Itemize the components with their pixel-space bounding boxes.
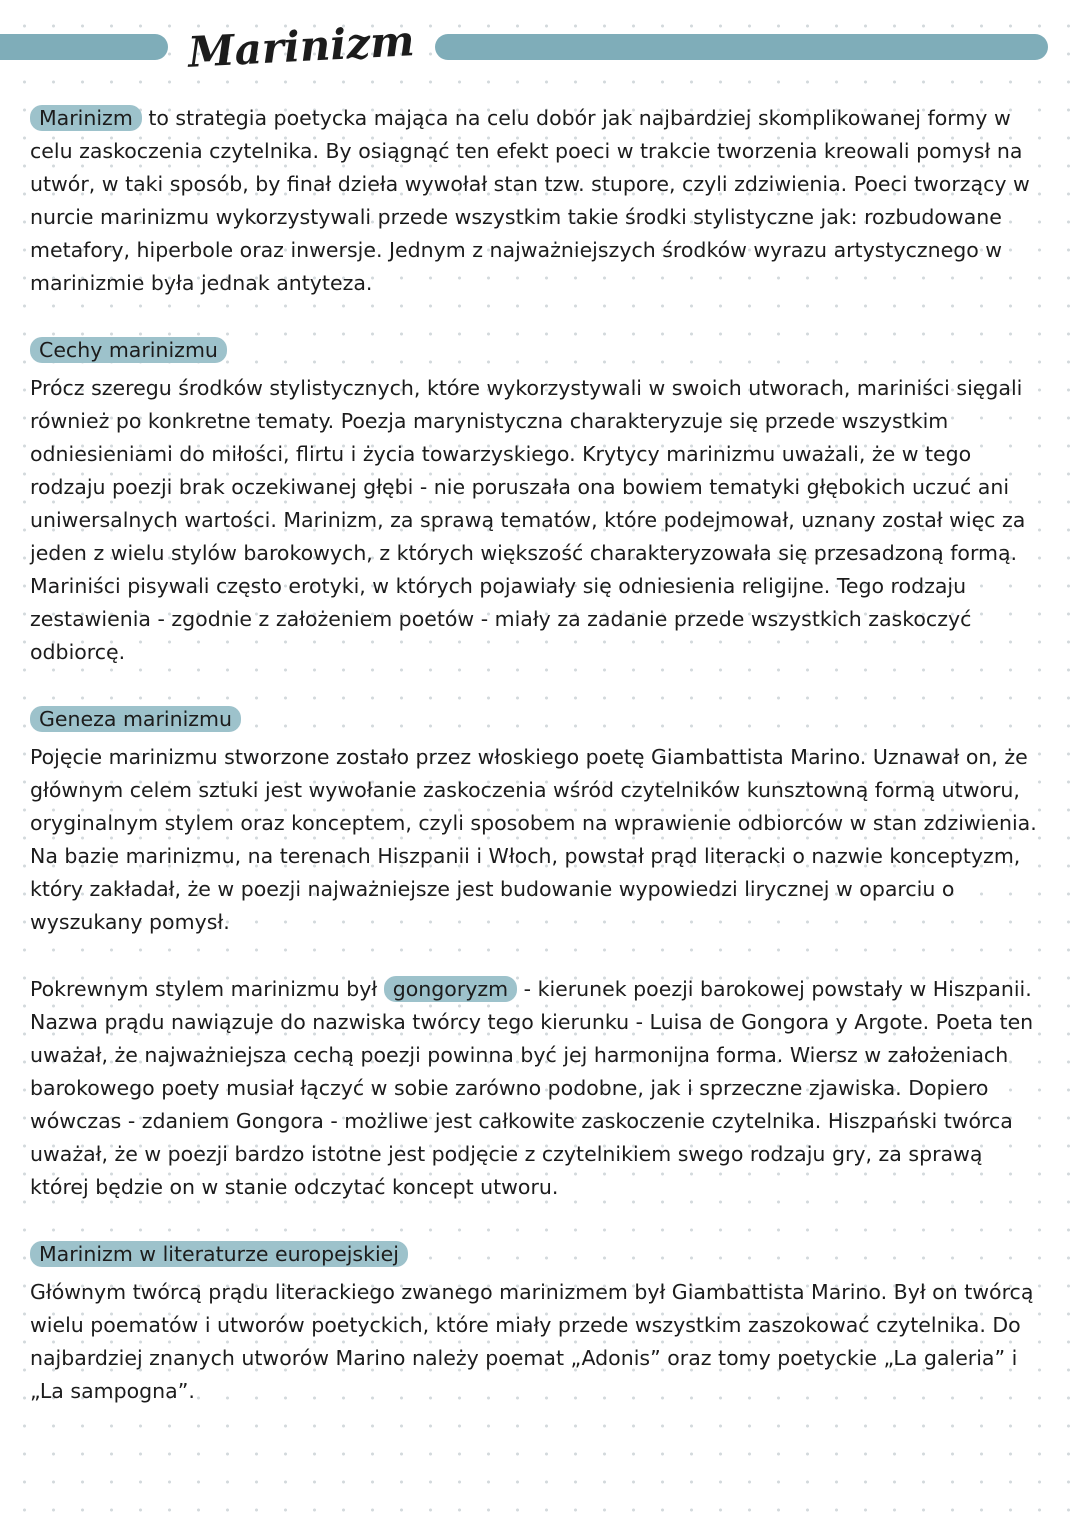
section-heading-row bbox=[30, 703, 1042, 736]
page-title: Marinizm bbox=[186, 16, 416, 77]
note-section bbox=[30, 973, 1042, 1204]
paragraph-text: Pojęcie marinizmu stworzone zostało przez włoskiego poetę Giambattista Marino. Uznawał on, że głównym celem sztuki jest wywołanie zaskoczenia wśród czytelników kunsztowną formą utworu, oryginalnym stylem oraz konceptem, czyli sposobem na wprawienie odbiorców w stan zdziwienia. Na bazie marinizmu, na terenach Hiszpanii i Włoch, powstał prąd literacki o nazwie konceptyzm, który zakładał, że w poezji najważniejsze jest budowanie wypowiedzi lirycznej w oparciu o wyszukany pomysł. bbox=[30, 745, 1037, 934]
note-section bbox=[30, 703, 1042, 939]
note-section bbox=[30, 334, 1042, 669]
note-section bbox=[30, 1238, 1042, 1408]
section-heading: Cechy marinizmu bbox=[30, 337, 227, 363]
paragraph bbox=[30, 741, 1042, 939]
paragraph-text: Pokrewnym stylem marinizmu był bbox=[30, 977, 384, 1001]
note-section bbox=[30, 102, 1042, 300]
paragraph-text: Głównym twórcą prądu literackiego zwanego marinizmem był Giambattista Marino. Był on twórcą wielu poematów i utworów poetyckich, które miały przede wszystkim zaszokować czytelnika. Do najbardziej znanych utworów Marino należy poemat „Adonis” oraz tomy poetyckie „La galeria” i „La sampogna”. bbox=[30, 1280, 1034, 1403]
section-heading-row bbox=[30, 1238, 1042, 1271]
paragraph bbox=[30, 973, 1042, 1204]
highlighted-term: gongoryzm bbox=[384, 976, 517, 1002]
page-header bbox=[0, 0, 1080, 77]
section-heading: Marinizm w literaturze europejskiej bbox=[30, 1241, 408, 1267]
paragraph-text: - kierunek poezji barokowej powstały w Hiszpanii. Nazwa prądu nawiązuje do nazwiska twórcy tego kierunku - Luisa de Gongora y Argote. Poeta ten uważał, że najważniejsza cechą poezji powinna być jej harmonijna forma. Wiersz w założeniach barokowego poety musiał łączyć w sobie zarówno podobne, jak i sprzeczne zjawiska. Dopiero wówczas - zdaniem Gongora - możliwe jest całkowite zaskoczenie czytelnika. Hiszpański twórca uważał, że w poezji bardzo istotne jest podjęcie z czytelnikiem swego rodzaju gry, za sprawą której będzie on w stanie odczytać koncept utworu. bbox=[30, 977, 1034, 1199]
header-bar-left bbox=[0, 34, 168, 60]
highlighted-term: Marinizm bbox=[30, 105, 142, 131]
paragraph bbox=[30, 1276, 1042, 1408]
paragraph bbox=[30, 102, 1042, 300]
paragraph bbox=[30, 372, 1042, 669]
header-bar-right bbox=[435, 34, 1048, 60]
paragraph-text: Prócz szeregu środków stylistycznych, które wykorzystywali w swoich utworach, mariniści sięgali również po konkretne tematy. Poezja marynistyczna charakteryzuje się przede wszystkim odniesieniami do miłości, flirtu i życia towarzyskiego. Krytycy marinizmu uważali, że w tego rodzaju poezji brak oczekiwanej głębi - nie poruszała ona bowiem tematyki głębokich uczuć ani uniwersalnych wartości. Marinizm, za sprawą tematów, które podejmował, uznany został więc za jeden z wielu stylów barokowych, z których większość charakteryzowała się przesadzoną formą. Mariniści pisywali często erotyki, w których pojawiały się odniesienia religijne. Tego rodzaju zestawienia - zgodnie z założeniem poetów - miały za zadanie przede wszystkich zaskoczyć odbiorcę. bbox=[30, 376, 1026, 664]
section-heading-row bbox=[30, 334, 1042, 367]
paragraph-text: to strategia poetycka mająca na celu dobór jak najbardziej skomplikowanej formy w celu zaskoczenia czytelnika. By osiągnąć ten efekt poeci w trakcie tworzenia kreowali pomysł na utwór, w taki sposób, by finał dzieła wywołał stan tzw. stupore, czyli zdziwienia. Poeci tworzący w nurcie marinizmu wykorzystywali przede wszystkim takie środki stylistyczne jak: rozbudowane metafory, hiperbole oraz inwersje. Jednym z najważniejszych środków wyrazu artystycznego w marinizmie była jednak antyteza. bbox=[30, 106, 1030, 295]
notes-content bbox=[0, 64, 1080, 1408]
section-heading: Geneza marinizmu bbox=[30, 706, 241, 732]
